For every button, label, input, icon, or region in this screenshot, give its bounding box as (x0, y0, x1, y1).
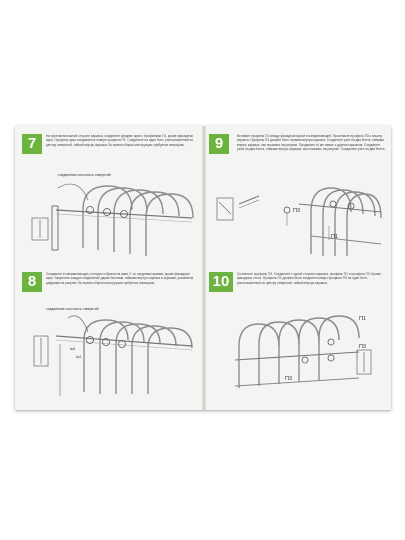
step-number-badge: 10 (209, 272, 233, 292)
step-8 (22, 272, 198, 404)
step-7 (22, 134, 198, 264)
step-number-badge: 8 (22, 272, 42, 292)
greenhouse-frame-drawing (24, 306, 196, 400)
hardware-label: №2 (76, 355, 82, 359)
step-illustration (24, 306, 196, 400)
hardware-label: №8 (70, 347, 76, 351)
callout-label: соединение соосность отверстий (46, 307, 99, 311)
page-fold (202, 126, 206, 410)
step-illustration (28, 170, 196, 260)
step-9 (209, 134, 385, 264)
profile-label: П1 (331, 234, 339, 240)
step-instructions: Сочлените профиль П3. Соедините с одной стороны каркаса, профиль П1 и профиль П3. Кроме фасадных стоек. Профиль П1 должен быть соединен поверх профиля П3 на один болт, расположенный по центру отверстий, гайкой внутрь каркаса. (237, 272, 381, 285)
greenhouse-frame-drawing (213, 174, 383, 260)
manual-spread (15, 126, 391, 410)
step-instructions: Вставьте профиль П1 между фасадной аркой и направляющей. Проставьте профиль П3 к началу каркаса. Профиль П3 должен быть первым внутри каркаса. Соедините узел на два болта, гайками внутрь каркаса, как показано на рисунке. Проделать то же самое с другим каркасом. Соедините узлы на два болта, гайками внутрь каркаса, как показано на рисунке. Соедините узел на два болта. (237, 134, 386, 151)
callout-label: соединение соосность отверстий (58, 173, 111, 177)
greenhouse-frame-drawing (28, 170, 196, 260)
profile-label: П1 (359, 316, 367, 322)
profile-label: П3 (285, 376, 293, 382)
step-instructions: На противоположной стороне каркаса, соедините средние арки с профилями П1, кроме фасадных арок. Профиль арки соединяется поверх профиля П1. Соедините на один болт, расположенный по центру отверстий, гайкой внутрь каркаса. Во время сборки конструкции требуется помощник. (46, 134, 194, 147)
step-number-badge: 7 (22, 134, 42, 154)
greenhouse-frame-drawing (219, 302, 383, 398)
step-illustration (213, 174, 383, 260)
step-instructions: Соедините в направляющую, которую собрали на шаге 2, со средними арками, кроме фасадных арок. Закрепить каждое соединение двумя болтами, гайками внутрь каркаса в зорками, указанном цифрами на рисунке. Во время сборки конструкции требуется помощник. (46, 272, 194, 285)
profile-label: П3 (359, 344, 367, 350)
step-illustration (219, 302, 383, 398)
step-10 (209, 272, 385, 404)
profile-label: П3 (293, 208, 301, 214)
step-number-badge: 9 (209, 134, 229, 154)
